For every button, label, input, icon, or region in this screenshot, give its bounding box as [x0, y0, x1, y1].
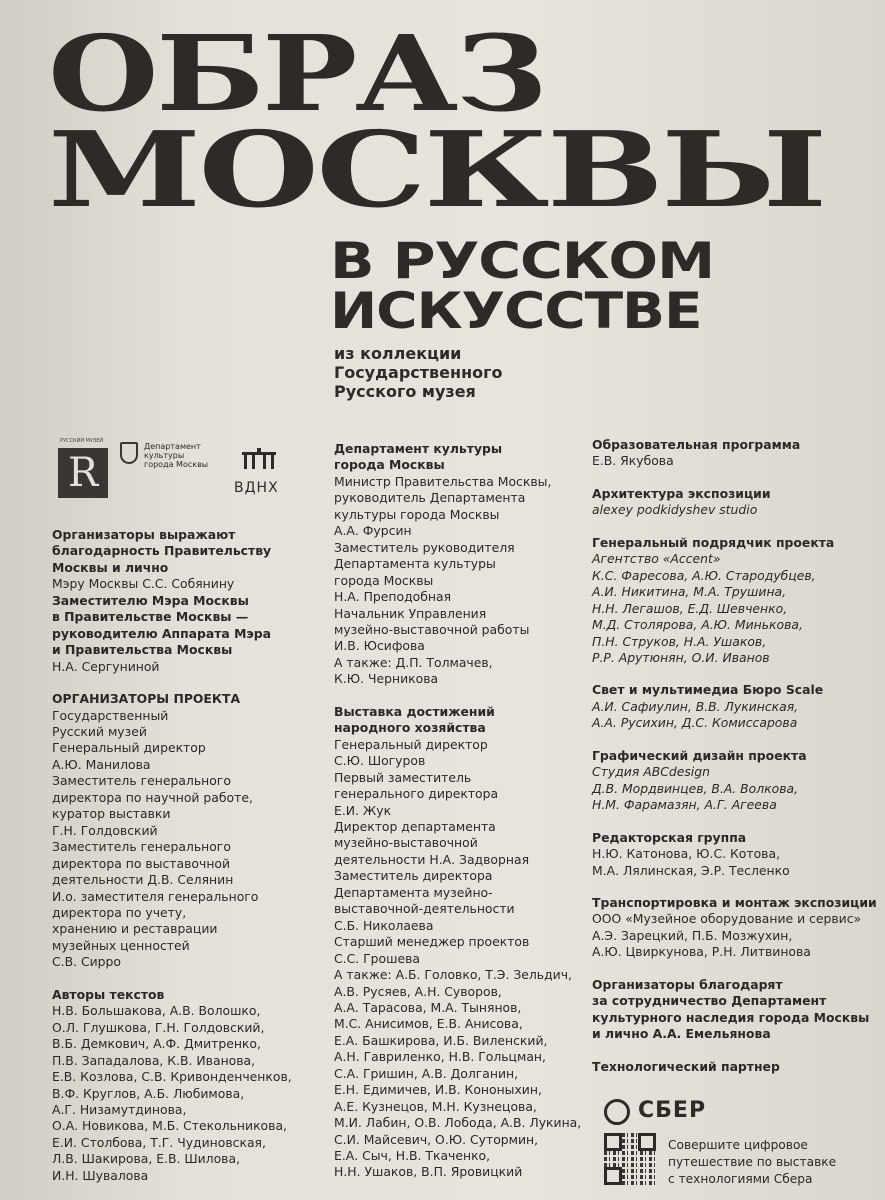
- credit-line: Первый заместитель: [334, 769, 472, 785]
- vdnh-logo: [234, 440, 294, 500]
- credit-line: А.Е. Кузнецов, М.Н. Кузнецова,: [334, 1098, 537, 1114]
- qr-finder: [604, 1167, 622, 1185]
- department-logo-text: [144, 442, 208, 469]
- sber-wordmark: СБЕР: [638, 1098, 707, 1123]
- credit-line: М.С. Анисимов, Е.В. Анисова,: [334, 1016, 523, 1032]
- subtitle-line: Государственного: [334, 363, 503, 382]
- credit-line: директора по учету,: [52, 904, 187, 920]
- credit-line: В.Б. Демкович, А.Ф. Дмитренко,: [52, 1036, 261, 1052]
- credit-line: Заместитель генерального: [52, 839, 231, 855]
- credit-line: Начальник Управления: [334, 605, 487, 621]
- credit-line: С.А. Гришин, А.В. Долганин,: [334, 1065, 519, 1081]
- department-culture-logo: [120, 442, 230, 482]
- credit-line: Н.М. Фарамазян, А.Г. Агеева: [592, 797, 777, 813]
- credit-line: Агентство «Accent»: [592, 551, 721, 567]
- credits-column-2: [334, 441, 581, 1181]
- section-spacer: [592, 961, 877, 977]
- title-line-3: В РУССКОМ: [330, 232, 715, 290]
- credit-line: Н.Н. Ушаков, В.П. Яровицкий: [334, 1164, 523, 1180]
- credit-line: Н.Ю. Катонова, Ю.С. Котова,: [592, 846, 781, 862]
- credit-line: И.о. заместителя генерального: [52, 888, 259, 904]
- credit-line: К.Ю. Черникова: [334, 671, 439, 687]
- section-spacer: [592, 470, 877, 486]
- credit-line: Департамента культуры: [334, 556, 496, 572]
- credit-line: Н.А. Преподобная: [334, 589, 452, 605]
- credit-line: Г.Н. Голдовский: [52, 822, 158, 838]
- section-spacer: [592, 732, 877, 748]
- credit-line: А.А. Тарасова, М.А. Тынянов,: [334, 999, 522, 1015]
- credit-line: Д.В. Мордвинцев, В.А. Волкова,: [592, 780, 799, 796]
- title-line-1: ОБРАЗ: [48, 12, 545, 135]
- credit-line: музейных ценностей: [52, 937, 190, 953]
- russian-museum-mark: [58, 448, 108, 498]
- credit-line: Старший менеджер проектов: [334, 934, 530, 950]
- credit-line: А.Г. Низамутдинова,: [52, 1101, 187, 1117]
- credit-heading: благодарность Правительству: [52, 543, 272, 559]
- credit-heading: за сотрудничество Департамент: [592, 993, 827, 1009]
- credit-line: Студия ABCdesign: [592, 764, 710, 780]
- credit-heading: и Правительства Москвы: [52, 642, 233, 658]
- russian-museum-letter: R: [67, 450, 99, 496]
- credits-column-3: [592, 437, 877, 1075]
- credit-heading: Графический дизайн проекта: [592, 747, 807, 763]
- credit-line: Директор департамента: [334, 818, 496, 834]
- russian-museum-caption: РУССКИЙ МУЗЕЙ: [60, 438, 104, 444]
- credit-heading: Архитектура экспозиции: [592, 485, 771, 501]
- credit-line: деятельности Н.А. Задворная: [334, 851, 530, 867]
- credit-line: Е.В. Козлова, С.В. Кривонденченков,: [52, 1069, 292, 1085]
- credit-line: Государственный: [52, 707, 169, 723]
- credit-line: О.Л. Глушкова, Г.Н. Голдовский,: [52, 1019, 265, 1035]
- credit-line: хранению и реставрации: [52, 921, 218, 937]
- credit-heading: Выставка достижений: [334, 703, 495, 719]
- credit-heading: Транспортировка и монтаж экспозиции: [592, 894, 877, 910]
- qr-code-icon[interactable]: [604, 1133, 656, 1185]
- credit-line: И.В. Юсифова: [334, 638, 425, 654]
- vdnh-arch-icon: [242, 448, 276, 470]
- credit-line: С.С. Грошева: [334, 950, 420, 966]
- credit-line: А.В. Русяев, А.Н. Суворов,: [334, 983, 502, 999]
- credit-heading: и лично А.А. Емельянова: [592, 1026, 771, 1042]
- credit-heading: руководителю Аппарата Мэра: [52, 625, 271, 641]
- credit-heading: народного хозяйства: [334, 720, 486, 736]
- credit-line: Е.И. Жук: [334, 802, 392, 818]
- credit-line: А также: Д.П. Толмачев,: [334, 654, 493, 670]
- section-spacer: [592, 519, 877, 535]
- credit-line: Министр Правительства Москвы,: [334, 473, 552, 489]
- credit-line: Е.Н. Едимичев, И.В. Кононыхин,: [334, 1082, 542, 1098]
- credit-line: Генеральный директор: [334, 736, 488, 752]
- credit-line: В.Ф. Круглов, А.Б. Любимова,: [52, 1085, 245, 1101]
- credit-line: Заместитель директора: [334, 868, 493, 884]
- credit-heading: Технологический партнер: [592, 1058, 780, 1074]
- credit-line: А.Э. Зарецкий, П.Б. Мозжухин,: [592, 927, 793, 943]
- credit-line: генерального директора: [334, 786, 499, 802]
- credit-line: Заместитель руководителя: [334, 539, 515, 555]
- credit-line: Н.А. Сергуниной: [52, 658, 160, 674]
- credit-line: Е.А. Башкирова, И.Б. Виленский,: [334, 1032, 548, 1048]
- credit-heading: Редакторская группа: [592, 829, 747, 845]
- credit-heading: Департамент культуры: [334, 441, 503, 456]
- credit-heading: Авторы текстов: [52, 986, 165, 1002]
- department-logo-line: города Москвы: [144, 460, 209, 469]
- credit-line: А.Ю. Цвиркунова, Р.Н. Литвинова: [592, 944, 811, 960]
- credit-heading: ОРГАНИЗАТОРЫ ПРОЕКТА: [52, 691, 241, 707]
- promo-line: путешествие по выставке: [668, 1155, 837, 1169]
- credit-line: Н.Н. Легашов, Е.Д. Шевченко,: [592, 600, 788, 616]
- digital-tour-promo: [668, 1137, 836, 1188]
- credit-line: И.Н. Шувалова: [52, 1167, 149, 1183]
- credit-line: А.Ю. Манилова: [52, 756, 151, 772]
- section-spacer: [334, 688, 581, 704]
- credit-line: ООО «Музейное оборудование и сервис»: [592, 911, 862, 927]
- subtitle: [334, 344, 502, 401]
- russian-museum-logo: [48, 438, 110, 500]
- credit-line: Н.В. Большакова, А.В. Волошко,: [52, 1003, 261, 1019]
- credit-line: А.Н. Гавриленко, Н.В. Гольцман,: [334, 1049, 546, 1065]
- moscow-crest-icon: [120, 442, 138, 464]
- section-spacer: [592, 1043, 877, 1059]
- credit-line: директора по выставочной: [52, 855, 231, 871]
- section-spacer: [52, 675, 292, 691]
- credit-line: С.В. Сирро: [52, 954, 121, 970]
- credit-line: музейно-выставочной работы: [334, 621, 530, 637]
- credit-line: М.И. Лабин, О.В. Лобода, А.В. Лукина,: [334, 1115, 582, 1131]
- section-spacer: [52, 971, 292, 987]
- subtitle-line: из коллекции: [334, 344, 462, 363]
- credit-line: М.Д. Столярова, А.Ю. Минькова,: [592, 617, 803, 633]
- credit-line: М.А. Лялинская, Э.Р. Тесленко: [592, 862, 790, 878]
- section-spacer: [592, 879, 877, 895]
- title-line-4: ИСКУССТВЕ: [330, 282, 702, 340]
- credit-line: С.И. Майсевич, О.Ю. Сутормин,: [334, 1131, 539, 1147]
- credit-line: директора по научной работе,: [52, 789, 253, 805]
- credit-line: А.И. Никитина, М.А. Трушина,: [592, 584, 787, 600]
- credit-line: Е.А. Сыч, Н.В. Ткаченко,: [334, 1148, 491, 1164]
- credit-line: А.А. Русихин, Д.С. Комиссарова: [592, 715, 798, 731]
- section-spacer: [592, 814, 877, 830]
- credit-line: музейно-выставочной: [334, 835, 478, 851]
- sber-check-icon: [604, 1099, 630, 1125]
- credit-line: alexey podkidyshev studio: [592, 502, 758, 518]
- credit-line: Е.В. Якубова: [592, 453, 674, 469]
- section-spacer: [592, 666, 877, 682]
- credit-heading: Генеральный подрядчик проекта: [592, 534, 835, 550]
- credit-line: А также: А.Б. Головко, Т.Э. Зельдич,: [334, 967, 572, 983]
- credits-column-1: [52, 527, 292, 1184]
- credit-heading: Организаторы выражают: [52, 527, 236, 542]
- logo-row: [48, 438, 308, 502]
- credit-heading: культурного наследия города Москвы: [592, 1009, 870, 1025]
- credit-line: выставочной-деятельности: [334, 901, 515, 917]
- credit-line: О.А. Новикова, М.Б. Стекольникова,: [52, 1118, 287, 1134]
- credit-line: Департамента музейно-: [334, 884, 493, 900]
- credit-line: К.С. Фаресова, А.Ю. Стародубцев,: [592, 567, 816, 583]
- credit-line: Е.И. Столбова, Т.Г. Чудиновская,: [52, 1134, 266, 1150]
- subtitle-line: Русского музея: [334, 382, 476, 401]
- promo-line: с технологиями Сбера: [668, 1172, 813, 1186]
- credit-line: П.В. Западалова, К.В. Иванова,: [52, 1052, 256, 1068]
- credit-line: Генеральный директор: [52, 740, 206, 756]
- credit-line: города Москвы: [334, 572, 434, 588]
- promo-line: Совершите цифровое: [668, 1138, 808, 1152]
- credit-line: А.И. Сафиулин, В.В. Лукинская,: [592, 698, 799, 714]
- credit-heading: Организаторы благодарят: [592, 976, 783, 992]
- credit-heading: в Правительстве Москвы —: [52, 609, 249, 625]
- credit-line: С.Б. Николаева: [334, 917, 434, 933]
- credit-line: Р.Р. Арутюнян, О.И. Иванов: [592, 649, 770, 665]
- vdnh-logo-text: ВДНХ: [234, 480, 279, 496]
- credit-line: Л.В. Шакирова, Е.В. Шилова,: [52, 1151, 241, 1167]
- credit-line: П.Н. Струков, Н.А. Ушаков,: [592, 633, 767, 649]
- department-logo-line: Департамент: [144, 442, 201, 451]
- credit-line: Русский музей: [52, 723, 147, 739]
- department-logo-line: культуры: [144, 451, 185, 460]
- qr-finder: [604, 1133, 622, 1151]
- credit-line: С.Ю. Шогуров: [334, 753, 426, 769]
- credit-line: руководитель Департамента: [334, 490, 526, 506]
- credit-line: Заместитель генерального: [52, 773, 231, 789]
- title-line-2: МОСКВЫ: [48, 108, 825, 231]
- qr-finder: [638, 1133, 656, 1151]
- credit-heading: Заместителю Мэра Москвы: [52, 592, 249, 608]
- credit-line: Мэру Москвы С.С. Собянину: [52, 576, 235, 592]
- credit-heading: города Москвы: [334, 457, 445, 473]
- credit-line: куратор выставки: [52, 806, 171, 822]
- credit-line: культуры города Москвы: [334, 506, 500, 522]
- credit-heading: Свет и мультимедиа Бюро Scale: [592, 682, 824, 698]
- credit-line: А.А. Фурсин: [334, 523, 412, 539]
- credit-line: деятельности Д.В. Селянин: [52, 872, 234, 888]
- credit-heading: Москвы и лично: [52, 559, 169, 575]
- credit-heading: Образовательная программа: [592, 437, 801, 452]
